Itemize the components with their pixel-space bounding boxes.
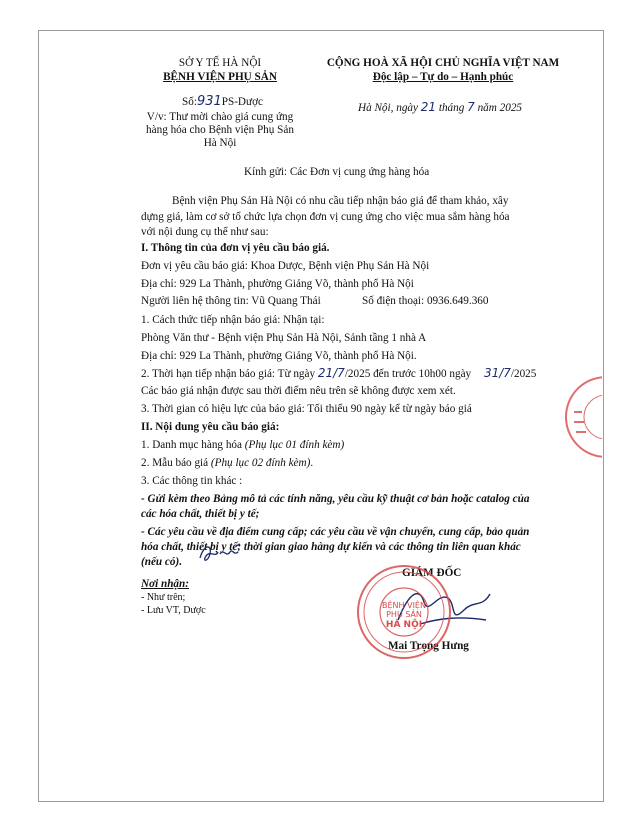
item1-text: 1. Danh mục hàng hóa bbox=[141, 439, 245, 451]
receive-method: 1. Cách thức tiếp nhận báo giá: Nhận tại: bbox=[141, 314, 325, 326]
note2-line-3: (nếu có). bbox=[141, 556, 183, 568]
contact-phone: Số điện thoại: 0936.649.360 bbox=[362, 295, 489, 307]
item1-appendix: (Phụ lục 01 đính kèm) bbox=[244, 439, 345, 451]
stamp-line-3: HÀ NỘI bbox=[385, 620, 423, 630]
submission-deadline bbox=[141, 366, 536, 381]
deadline-from: 21/7 bbox=[317, 366, 345, 380]
section2-title: II. Nội dung yêu cầu báo giá: bbox=[141, 421, 280, 433]
item2-end: . bbox=[310, 457, 314, 469]
goods-list-item bbox=[141, 438, 344, 452]
subject-line-3: Hà Nội bbox=[203, 137, 237, 149]
initials-signature bbox=[196, 540, 246, 566]
stamp-line-1: BỆNH VIỆN bbox=[382, 601, 426, 610]
office-address: Địa chỉ: 929 La Thành, phường Giảng Võ, thành phố Hà Nội. bbox=[141, 350, 417, 362]
other-info-item: 3. Các thông tin khác : bbox=[141, 475, 243, 487]
hospital-name: BỆNH VIỆN PHỤ SẢN bbox=[163, 71, 277, 83]
note1-line-2: các hóa chất, thiết bị y tế; bbox=[141, 508, 260, 520]
intro-line-1: Bệnh viện Phụ Sản Hà Nội có nhu cầu tiếp nhận báo giá để tham khảo, xây bbox=[172, 195, 509, 207]
country-name: CỘNG HOÀ XÃ HỘI CHỦ NGHĨA VIỆT NAM bbox=[326, 57, 560, 69]
subject-line-1: V/v: Thư mời chào giá cung ứng bbox=[146, 111, 294, 123]
date-day: 21 bbox=[420, 100, 437, 114]
deadline-prefix: 2. Thời hạn tiếp nhận báo giá: Từ ngày bbox=[141, 368, 316, 380]
note2-line-2: hóa chất, thiết bị y tế; thời gian giao hàng dự kiến và các thông tin liên quan khác bbox=[141, 541, 521, 553]
edge-stamp bbox=[560, 372, 602, 462]
unit-address: Địa chỉ: 929 La Thành, phường Giảng Võ, thành phố Hà Nội bbox=[141, 278, 414, 290]
national-motto: Độc lập – Tự do – Hạnh phúc bbox=[372, 71, 514, 83]
department-name: SỞ Y TẾ HÀ NỘI bbox=[178, 57, 262, 69]
requesting-unit: Đơn vị yêu cầu báo giá: Khoa Dược, Bệnh viện Phụ Sản Hà Nội bbox=[141, 260, 430, 272]
signer-role: GIÁM ĐỐC bbox=[402, 567, 462, 579]
signer-name: Mai Trọng Hưng bbox=[388, 640, 469, 652]
number-prefix: Số: bbox=[182, 96, 197, 108]
stamp-line-2: PHỤ SẢN bbox=[386, 610, 422, 619]
intro-line-2: dựng giá, làm cơ sở tổ chức lựa chọn đơn vị cung ứng cho việc mua sắm hàng hóa bbox=[141, 211, 510, 223]
date-year: năm 2025 bbox=[477, 102, 523, 114]
date-month: 7 bbox=[467, 100, 475, 114]
note2-line-1: - Các yêu cầu về địa điểm cung cấp; các yêu cầu về vận chuyển, cung cấp, bảo quản bbox=[141, 526, 530, 538]
receiving-office: Phòng Văn thư - Bệnh viện Phụ Sản Hà Nội, Sảnh tầng 1 nhà A bbox=[141, 332, 427, 344]
item2-text: 2. Mẫu báo giá bbox=[141, 457, 211, 469]
item2-appendix: (Phụ lục 02 đính kèm) bbox=[210, 457, 311, 469]
recipients-title: Nơi nhận: bbox=[141, 578, 189, 590]
note1-line-1: - Gửi kèm theo Bảng mô tả các tính năng, yêu cầu kỹ thuật cơ bản hoặc catalog của bbox=[141, 493, 530, 505]
quote-form-item bbox=[141, 456, 313, 470]
late-submission-note: Các báo giá nhận được sau thời điểm nêu trên sẽ không được xem xét. bbox=[141, 385, 456, 397]
contact-person: Người liên hệ thông tin: Vũ Quang Thái bbox=[141, 295, 321, 307]
intro-line-3: với nội dung cụ thể như sau: bbox=[141, 226, 269, 238]
deadline-to: 31/7 bbox=[483, 366, 511, 380]
page-border bbox=[38, 30, 604, 802]
document-number bbox=[182, 95, 263, 109]
deadline-suffix: /2025 bbox=[510, 368, 537, 380]
section1-title: I. Thông tin của đơn vị yêu cầu báo giá. bbox=[141, 242, 330, 254]
quote-validity: 3. Thời gian có hiệu lực của báo giá: Tối thiểu 90 ngày kể từ ngày báo giá bbox=[141, 403, 472, 415]
number-suffix: PS-Dược bbox=[221, 96, 263, 108]
issue-date bbox=[358, 100, 522, 115]
deadline-mid: /2025 đến trước 10h00 ngày bbox=[344, 368, 472, 380]
date-month-label: tháng bbox=[438, 102, 465, 114]
salutation: Kính gửi: Các Đơn vị cung ứng hàng hóa bbox=[244, 166, 430, 178]
subject-line-2: hàng hóa cho Bệnh viện Phụ Sản bbox=[146, 124, 294, 136]
official-stamp bbox=[354, 562, 454, 662]
recipient-2: - Lưu VT, Dược bbox=[141, 605, 206, 616]
date-prefix: Hà Nội, ngày bbox=[358, 102, 418, 114]
recipient-1: - Như trên; bbox=[141, 592, 186, 603]
number-handwritten: 931 bbox=[196, 94, 222, 109]
